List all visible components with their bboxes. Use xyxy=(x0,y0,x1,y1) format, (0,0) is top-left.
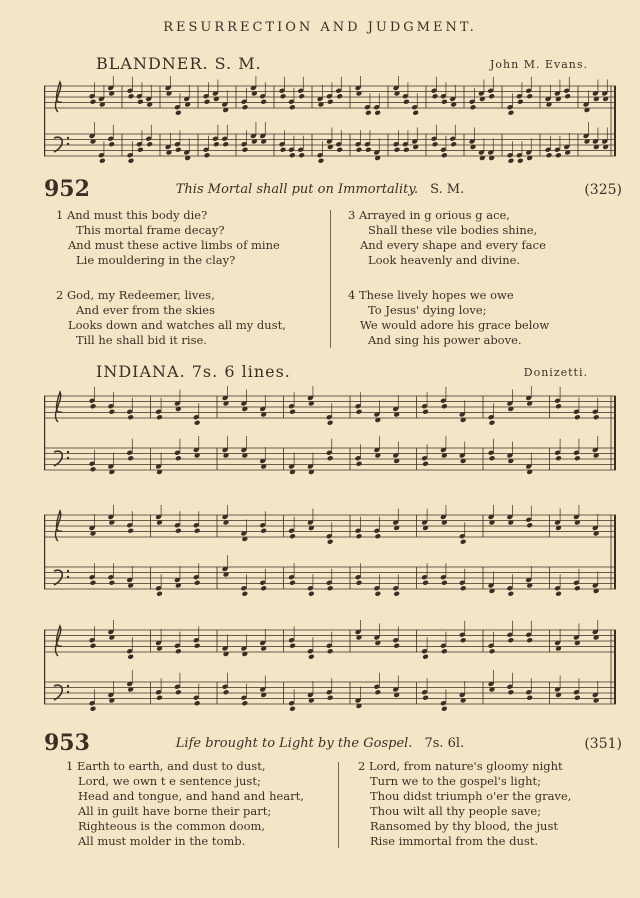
verse-line: To Jesus' dying love; xyxy=(368,303,487,317)
verse-line: 2 God, my Redeemer, lives, xyxy=(56,288,215,302)
hymn-header-952 xyxy=(0,176,640,206)
hymn-title-text: Life brought to Light by the Gospel. xyxy=(175,736,413,751)
verse-line: Thou wilt all thy people save; xyxy=(370,804,542,818)
hymn-meter: S. M. xyxy=(430,182,465,197)
verse-line: This mortal frame decay? xyxy=(76,223,225,237)
verse-line: All in guilt have borne their part; xyxy=(78,804,272,818)
verse-line: Rise immortal from the dust. xyxy=(370,834,539,848)
verse-line: Ransomed by thy blood, the just xyxy=(370,819,558,833)
verse-line: Lie mouldering in the clay? xyxy=(76,253,236,267)
verse-line: Head and tongue, and hand and heart, xyxy=(78,789,304,803)
stanza-952-3 xyxy=(348,208,546,268)
verse-line: Till he shall bid it rise. xyxy=(76,333,207,347)
hymn-header-953 xyxy=(0,730,640,760)
verse-line: Lord, we own t e sentence just; xyxy=(78,774,261,788)
verse-line: 3 Arrayed in g orious g ace, xyxy=(348,208,510,222)
verse-line: 4 These lively hopes we owe xyxy=(348,288,514,302)
stanza-952-2 xyxy=(56,288,286,348)
stanza-953-1 xyxy=(66,759,304,849)
column-divider xyxy=(338,762,339,848)
verse-line: Shall these vile bodies shine, xyxy=(368,223,538,237)
verse-line: 2 Lord, from nature's gloomy night xyxy=(358,759,563,773)
music-system-blandner xyxy=(44,76,616,172)
hymn-title xyxy=(0,736,640,751)
staff-music-icon xyxy=(44,620,616,720)
hymn-page-ref: (351) xyxy=(584,736,622,752)
tune-composer: Donizetti. xyxy=(523,366,588,379)
verse-line: Thou didst triumph o'er the grave, xyxy=(370,789,572,803)
verse-line: And every shape and every face xyxy=(360,238,546,252)
music-system-indiana-3 xyxy=(44,620,616,720)
hymn-page-ref: (325) xyxy=(584,182,622,198)
tune-name: BLANDNER. S. M. xyxy=(96,54,262,73)
hymn-number: 952 xyxy=(44,176,90,202)
verse-line: 1 And must this body die? xyxy=(56,208,208,222)
stanza-952-4 xyxy=(348,288,549,348)
verse-line: And ever from the skies xyxy=(76,303,215,317)
hymn-meter: 7s. 6l. xyxy=(424,736,465,751)
hymn-number: 953 xyxy=(44,730,90,756)
tune-header-indiana xyxy=(0,362,640,382)
verse-line: Righteous is the common doom, xyxy=(78,819,266,833)
hymn-title-text: This Mortal shall put on Immortality. xyxy=(175,182,419,197)
staff-music-icon xyxy=(44,76,616,172)
staff-music-icon xyxy=(44,386,616,486)
music-system-indiana-2 xyxy=(44,505,616,605)
running-head: RESURRECTION AND JUDGMENT. xyxy=(163,20,477,35)
tune-header-blandner xyxy=(0,54,640,74)
verse-line: 1 Earth to earth, and dust to dust, xyxy=(66,759,266,773)
verse-line: And must these active limbs of mine xyxy=(68,238,280,252)
tune-name: INDIANA. 7s. 6 lines. xyxy=(96,362,291,381)
music-system-indiana-1 xyxy=(44,386,616,486)
verse-line: And sing his power above. xyxy=(368,333,522,347)
verse-line: Turn we to the gospel's light; xyxy=(370,774,542,788)
verse-line: Look heavenly and divine. xyxy=(368,253,521,267)
stanza-952-1 xyxy=(56,208,280,268)
column-divider xyxy=(330,210,331,348)
verse-line: We would adore his grace below xyxy=(360,318,550,332)
stanza-953-2 xyxy=(358,759,571,849)
verse-line: Looks down and watches all my dust, xyxy=(68,318,286,332)
tune-composer: John M. Evans. xyxy=(490,58,588,71)
staff-music-icon xyxy=(44,505,616,605)
verse-line: All must molder in the tomb. xyxy=(78,834,246,848)
hymn-title xyxy=(0,182,640,197)
